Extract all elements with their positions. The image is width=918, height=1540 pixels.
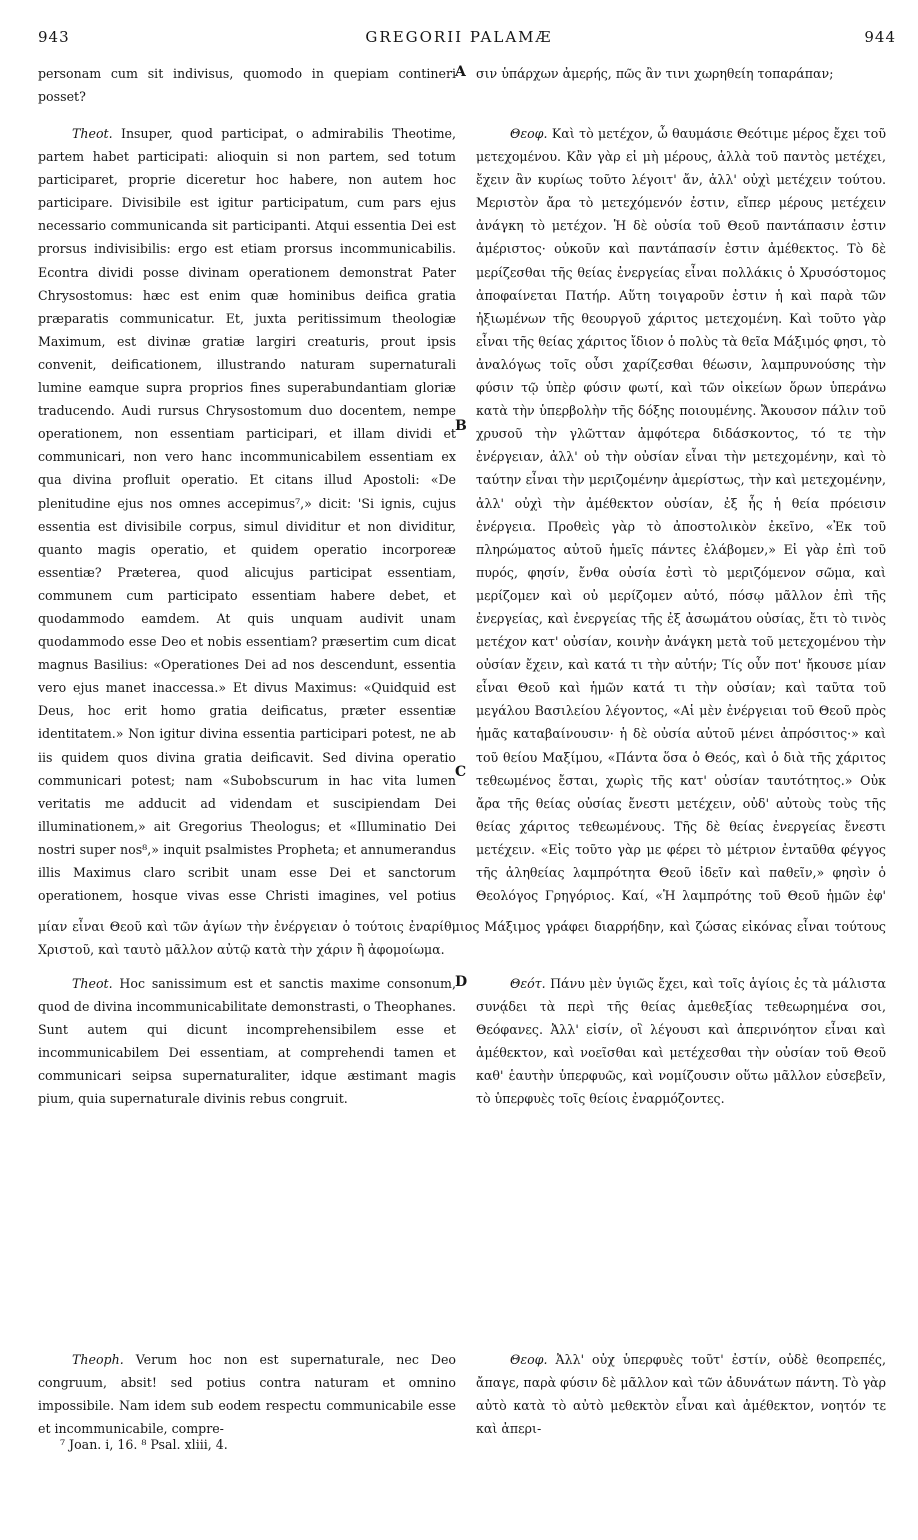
- latin-top-fragment: [38, 62, 456, 112]
- greek-column-section-2: [476, 972, 886, 1147]
- speaker-label: Θεοφ.: [510, 126, 548, 141]
- speaker-label: Θεότ.: [510, 976, 546, 991]
- margin-letter-d: D: [455, 974, 468, 990]
- greek-top-text: σιν ὑπάρχων ἀμερής, πῶς ἂν τινι χωρηθείη τοπαράπαν;: [476, 66, 834, 81]
- full-width-greek-line: μίαν εἶναι Θεοῦ καὶ τῶν ἁγίων τὴν ἐνέργειαν ὁ τούτοις ἐναρίθμιος Μάξιμος γράφει διαρρήδην, καὶ ζώσας εἰκόνας εἶναι τούτους Χριστοῦ, καὶ ταυτὸ μᾶλλον αὐτῷ κατὰ τὴν χάριν ἢ ἀφομοίωμα.: [38, 919, 886, 958]
- speaker-label: Theot.: [72, 976, 113, 991]
- latin-paragraph: Verum hoc non est supernaturale, nec Deo congruum, absit! sed potius contra naturam et omnino impossibile. Nam idem sub eodem respectu communicabile esse et incommunicabile, compre-: [38, 1352, 456, 1437]
- speaker-label: Theoph.: [72, 1352, 124, 1367]
- footnotes: ⁷ Joan. i, 16. ⁸ Psal. xliii, 4.: [60, 1437, 228, 1452]
- running-title: GREGORII PALAMÆ: [365, 28, 553, 46]
- page-number-left: 943: [38, 28, 70, 46]
- margin-letter-b: B: [455, 418, 467, 434]
- speaker-label: Theot.: [72, 126, 113, 141]
- page-number-right: 944: [864, 28, 896, 46]
- latin-column-section-1: [38, 122, 456, 912]
- margin-letter-a: A: [455, 64, 466, 80]
- greek-paragraph: Καὶ τὸ μετέχον, ὦ θαυμάσιε Θεότιμε μέρος ἔχει τοῦ μετεχομένου. Κἂν γὰρ εἰ μὴ μέρους, ἀλλὰ τοῦ παντὸς μετέχει, ἔχειν ἂν κυρίως τοῦτο λέγοιτ' ἄν, ἀλλ' οὐχὶ μετέχειν τούτου. Μεριστὸν ἄρα τὸ μετεχόμενόν ἐστιν, εἴπερ μέρους μετέχειν ἀνάγκη τὸ μετέχον. Ἡ δὲ οὐσία τοῦ Θεοῦ παντάπασιν ἐστιν ἀμέριστος· οὐκοῦν καὶ παντάπασίν ἐστιν ἀμέθεκτος. Τὸ δὲ μερίζεσθαι τῆς θείας ἐνεργείας εἶναι πολλάκις ὁ Χρυσόστομος ἀποφαίνεται Πατήρ. Αὕτη τοιγαροῦν ἐστιν ἡ καὶ παρὰ τῶν ἠξιωμένων τῆς θεουργοῦ χάριτος μετεχομένη. Καὶ τοῦτο γὰρ εἶναι τῆς θείας χάριτος ἴδιον ὁ πολὺς τὰ θεῖα Μάξιμός φησι, τὸ ἀναλόγως τοῖς οὖσι χαρίζεσθαι θέωσιν, λαμπρυνούσης τὴν φύσιν τῷ ὑπὲρ φύσιν φωτί, καὶ τῶν οἰκείων ὅρων ὑπεράνω κατὰ τὴν ὑπερβολὴν τῆς δόξης ποιουμένης. Ἄκουσον πάλιν τοῦ χρυσοῦ τὴν γλῶτταν ἀμφότερα διδάσκοντος, τό τε τὴν ἐνέργειαν, ἀλλ' οὐ τὴν οὐσίαν εἶναι τὴν μετεχομένην, καὶ τὸ ταύτην εἶναι τὴν μεριζομένην ἀμερίστως, τὴν καὶ μετεχομένην, ἀλλ' οὐχὶ τὴν ἀμέθεκτον οὐσίαν, ἐξ ἧς ἡ θεία πρόεισιν ἐνέργεια. Προθεὶς γὰρ τὸ ἀποστολικὸν ἐκεῖνο, «Ἐκ τοῦ πληρώματος αὐτοῦ ἡμεῖς πάντες ἐλάβομεν,» Εἰ γὰρ ἐπὶ τοῦ πυρός, φησίν, ἔνθα οὐσία ἐστὶ τὸ μεριζόμενον σῶμα, καὶ μερίζομεν καὶ οὐ μερίζομεν αὐτό, πόσῳ μᾶλλον ἐπὶ τῆς ἐνεργείας, καὶ ἐνεργείας τῆς ἐξ ἀσωμάτου οὐσίας, ἔτι τὸ τινὸς μετέχον κατ' οὐσίαν, κοινὴν ἀνάγκη μετὰ τοῦ μετεχομένου τὴν οὐσίαν ἔχειν, καὶ κατά τι τὴν αὐτήν; Τίς οὖν ποτ' ἤκουσε μίαν εἶναι Θεοῦ καὶ ἡμῶν κατά τι τὴν οὐσίαν; καὶ ταῦτα τοῦ μεγάλου Βασιλείου λέγοντος, «Αἱ μὲν ἐνέργειαι τοῦ Θεοῦ πρὸς ἡμᾶς καταβαίνουσιν· ἡ δὲ οὐσία αὐτοῦ μένει ἀπρόσιτος·» καὶ τοῦ θείου Μαξίμου, «Πάντα ὅσα ὁ Θεός, καὶ ὁ διὰ τῆς χάριτος τεθεωμένος ἔσται, χωρὶς τῆς κατ' οὐσίαν ταυτότητος.» Οὐκ ἄρα τῆς θείας οὐσίας ἔνεστι μετέχειν, οὐδ' αὐτοὺς τοὺς τῆς θείας χάριτος τεθεωμένους. Τῆς δὲ θείας ἐνεργείας ἔνεστι μετέχειν. «Εἰς τοῦτο γὰρ με φέρει τὸ μέτριον ἐνταῦθα φέγγος τῆς ἀληθείας λαμπρότητα Θεοῦ ἰδεῖν καὶ παθεῖν,» φησὶν ὁ Θεολόγος Γρηγόριος. Καί, «Ἡ λαμπρότης τοῦ Θεοῦ ἡμῶν ἐφ': [476, 126, 886, 904]
- speaker-label: Θεοφ.: [510, 1352, 548, 1367]
- greek-column-section-1: [476, 122, 886, 912]
- greek-top-fragment: [476, 62, 886, 112]
- latin-column-section-3: [38, 1348, 456, 1440]
- latin-top-text: personam cum sit indivisus, quomodo in quepiam contineri posset?: [38, 66, 456, 105]
- latin-paragraph: Hoc sanissimum est et sanctis maxime consonum, quod de divina incommunicabilitate demonstrasti, o Theophanes. Sunt autem qui dicunt incomprehensibilem esse et incommunicabilem Dei essentiam, at comprehendi tamen et communicari seipsa supernaturaliter, idque æstimant magis pium, quia supernaturale divinis rebus congruit.: [38, 976, 456, 1107]
- greek-paragraph: Πάνυ μὲν ὑγιῶς ἔχει, καὶ τοῖς ἁγίοις ἐς τὰ μάλιστα συνᾴδει τὰ περὶ τῆς θείας ἀμεθεξίας τεθεωρημένα σοι, Θεόφανες. Ἀλλ' εἰσίν, οἳ λέγουσι καὶ ἀπερινόητον εἶναι καὶ ἀμέθεκτον, καὶ νοεῖσθαι καὶ μετέχεσθαι τὴν οὐσίαν τοῦ Θεοῦ καθ' ἑαυτὴν ὑπερφυῶς, καὶ νομίζουσιν οὕτω μᾶλλον εὐσεβεῖν, τὸ ὑπερφυὲς τοῖς θείοις ἐναρμόζοντες.: [476, 976, 886, 1107]
- latin-column-section-2: [38, 972, 456, 1147]
- latin-paragraph: Insuper, quod participat, o admirabilis Theotime, partem habet participati: alioquin si non partem, sed totum participaret, proprie diceretur hoc habere, non autem hoc participare. Divisibile est igitur participatum, cum pars ejus necessario communicanda sit participanti. Atqui essentia Dei est prorsus indivisibilis: ergo est etiam prorsus incommunicabilis. Econtra dividi posse divinam operationem demonstrat Pater Chrysostomus: hæc est enim quæ hominibus deifica gratia præparatis communicatur. Et, juxta peritissimum theologiæ Maximum, est divinæ gratiæ largiri creaturis, prout ipsis convenit, deificationem, illustrando naturam supernaturali lumine eamque supra proprios fines superabundantiam gloriæ traducendo. Audi rursus Chrysostomum duo docentem, nempe operationem, non essentiam participari, et illam dividi et communicari, non vero hanc incommunicabilem essentiam ex qua divina profluit operatio. Et citans illud Apostoli: «De plenitudine ejus nos omnes accepimus⁷,» dicit: 'Si ignis, cujus essentia est divisibile corpus, simul dividitur et non dividitur, quanto magis operatio, et quidem operatio incorporeæ essentiæ? Præterea, quod alicujus participat essentiam, communem cum participato essentiam habere debet, et quodammodo eamdem. At quis unquam audivit unam quodammodo esse Deo et nobis essentiam? præsertim cum dicat magnus Basilius: «Operationes Dei ad nos descendunt, essentia vero ejus manet inaccessa.» Et divus Maximus: «Quidquid est Deus, hoc erit homo gratia deificatus, præter essentiæ identitatem.» Non igitur divina essentia participari potest, ne ab iis quidem quos divina gratia deificavit. Sed divina operatio communicari potest; nam «Subobscurum in hac vita lumen veritatis me adducit ad videndam et suscipiendam Dei illuminationem,» ait Gregorius Theologus; et «Illuminatio Dei nostri super nos⁸,» inquit psalmistes Propheta; et annumerandus illis Maximus claro scribit unam esse Dei et sanctorum operationem, hosque vivas esse Christi imagines, vel potius: [38, 126, 456, 904]
- greek-paragraph: Ἀλλ' οὐχ ὑπερφυὲς τοῦτ' ἐστίν, οὐδὲ θεοπρεπές, ἄπαγε, παρὰ φύσιν δὲ μᾶλλον καὶ τῶν ἀδυνάτων πάντη. Τὸ γὰρ αὐτὸ κατὰ τὸ αὐτὸ μεθεκτὸν εἶναι καὶ ἀμέθεκτον, νοητόν τε καὶ ἀπερι-: [476, 1352, 886, 1437]
- greek-column-section-3: [476, 1348, 886, 1440]
- margin-letter-c: C: [455, 764, 467, 780]
